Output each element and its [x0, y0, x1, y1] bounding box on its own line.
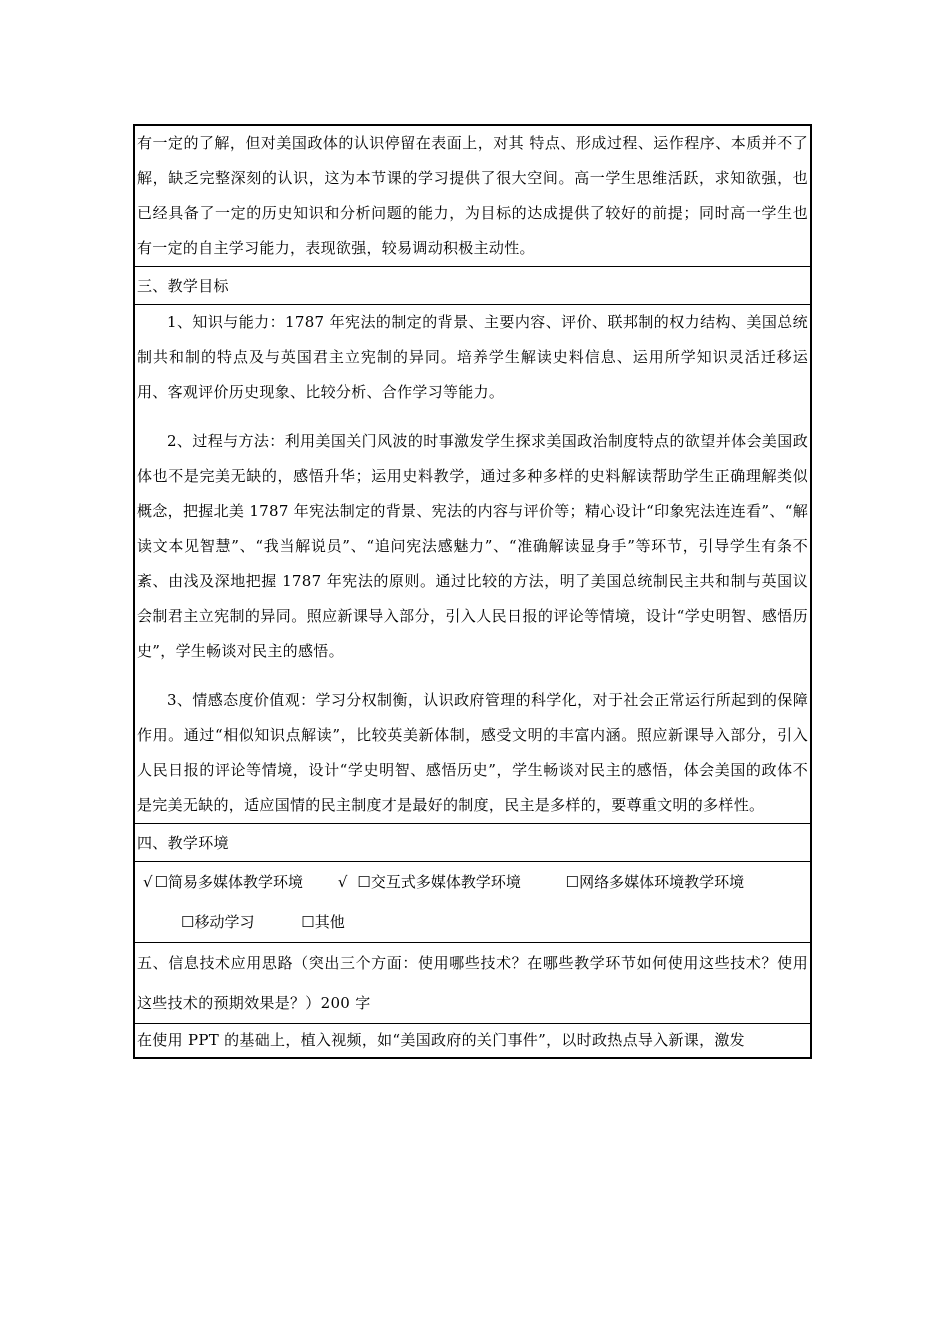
learner-analysis-text: 有一定的了解，但对美国政体的认识停留在表面上，对其 特点、形成过程、运作程序、本质并不了解，缺乏完整深刻的认识，这为本节课的学习提供了很大空间。高一学生思维活跃，求知欲强，也已经具备了一定的历史知识和分析问题的能力，为目标的达成提供了较好的前提；同时高一学生也有一定的自主学习能力，表现欲强，较易调动积极主动性。 — [137, 134, 808, 257]
section3-content-row — [135, 304, 810, 823]
option-label: 网络多媒体环境教学环境 — [579, 873, 745, 891]
section5-title: 五、信息技术应用思路（突出三个方面：使用哪些技术？在哪些教学环节如何使用这些技术？使用这些技术的预期效果是？）200 字 — [137, 954, 808, 1012]
checkbox-icon: ☐ — [181, 913, 195, 931]
lesson-plan-table — [133, 124, 812, 1059]
checkbox-icon: ☐ — [357, 873, 371, 891]
section5-heading-row — [135, 942, 810, 1023]
option-label: 其他 — [314, 913, 345, 931]
option-other[interactable] — [301, 902, 344, 942]
checkbox-icon: ☐ — [301, 913, 315, 931]
option-label: 简易多媒体教学环境 — [168, 873, 304, 891]
section3-heading-row — [135, 266, 810, 304]
section5-text: 在使用 PPT 的基础上，植入视频，如“美国政府的关门事件”，以时政热点导入新课，激发 — [137, 1031, 745, 1049]
option-network-multimedia[interactable] — [566, 862, 744, 902]
option-mobile-learning[interactable] — [181, 902, 254, 942]
check-mark: √ — [143, 873, 153, 891]
section3-title: 三、教学目标 — [137, 276, 229, 295]
section4-heading-row — [135, 823, 810, 861]
section4-title: 四、教学环境 — [137, 833, 229, 852]
option-interactive-multimedia[interactable] — [338, 862, 521, 902]
goal-process-method: 2、过程与方法：利用美国关门风波的时事激发学生探求美国政治制度特点的欲望并体会美国政体也不是完美无缺的，感悟升华；运用史料教学，通过多种多样的史料解读帮助学生正确理解类似概念，把握北美 1787 年宪法制定的背景、宪法的内容与评价等；精心设计“印象宪法连连看”、“解读文本见智慧”、“我当解说员”、“追问宪法感魅力”、“准确解读显身手”等环节，引导学生有条不紊、由浅及深地把握 1787 年宪法的原则。通过比较的方法，明了美国总统制民主共和制与英国议会制君主立宪制的异同。照应新课导入部分，引入人民日报的评论等情境，设计“学史明智、感悟历史”，学生畅谈对民主的感悟。 — [137, 432, 808, 660]
checkbox-icon: ☐ — [565, 873, 580, 891]
section5-content-row — [135, 1023, 810, 1057]
option-label: 交互式多媒体教学环境 — [370, 873, 521, 891]
option-label: 移动学习 — [194, 913, 255, 931]
option-simple-multimedia[interactable] — [143, 862, 303, 902]
paragraph-gap — [137, 410, 808, 424]
section4-options-row — [135, 861, 810, 942]
learner-analysis-row — [135, 126, 810, 266]
goal-emotion-values: 3、情感态度价值观：学习分权制衡，认识政府管理的科学化，对于社会正常运行所起到的保障作用。通过“相似知识点解读”，比较英美新体制，感受文明的丰富内涵。照应新课导入部分，引入人民日报的评论等情境，设计“学史明智、感悟历史”，学生畅谈对民主的感悟，体会美国的政体不是完美无缺的，适应国情的民主制度才是最好的制度，民主是多样的，要尊重文明的多样性。 — [137, 691, 808, 814]
check-mark: √ — [337, 873, 348, 891]
environment-options — [137, 862, 808, 942]
paragraph-gap — [137, 669, 808, 683]
checkbox-icon: ☐ — [154, 873, 169, 891]
goal-knowledge-ability: 1、知识与能力：1787 年宪法的制定的背景、主要内容、评价、联邦制的权力结构、美国总统制共和制的特点及与英国君主立宪制的异同。培养学生解读史料信息、运用所学知识灵活迁移运用、客观评价历史现象、比较分析、合作学习等能力。 — [137, 313, 808, 401]
